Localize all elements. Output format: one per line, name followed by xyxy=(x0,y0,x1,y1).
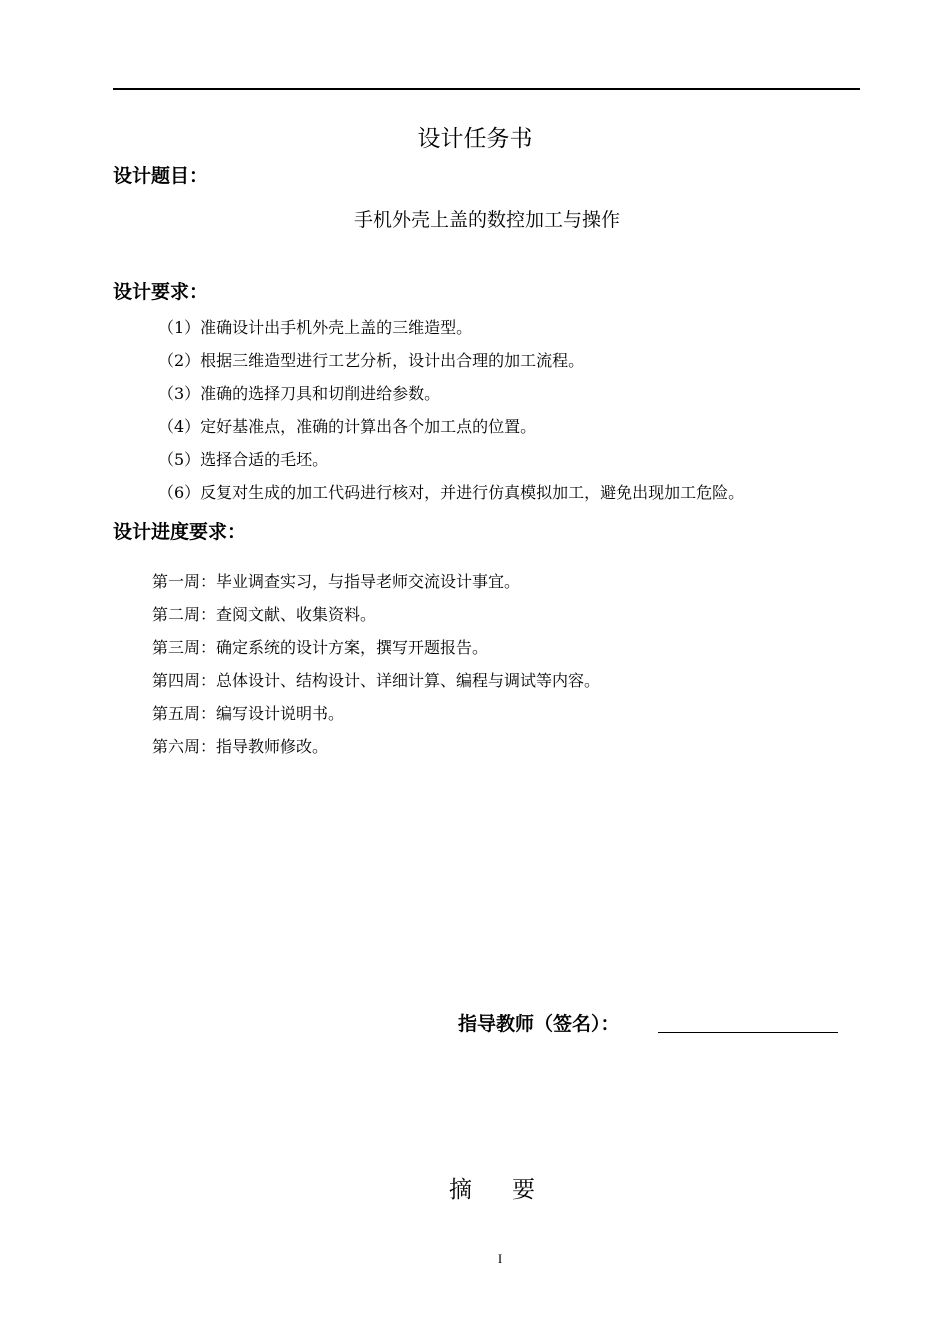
requirements-heading: 设计要求： xyxy=(113,281,209,303)
requirement-item: （6）反复对生成的加工代码进行核对，并进行仿真模拟加工，避免出现加工危险。 xyxy=(158,483,745,502)
requirement-item: （5）选择合适的毛坯。 xyxy=(158,450,329,469)
schedule-item: 第四周：总体设计、结构设计、详细计算、编程与调试等内容。 xyxy=(152,671,601,690)
schedule-item: 第三周：确定系统的设计方案，撰写开题报告。 xyxy=(152,638,489,657)
supervisor-signature-label: 指导教师（签名）： xyxy=(458,1013,620,1035)
schedule-item: 第二周：查阅文献、收集资料。 xyxy=(152,605,377,624)
header-rule xyxy=(113,88,860,90)
topic-heading: 设计题目： xyxy=(113,165,209,187)
design-topic: 手机外壳上盖的数控加工与操作 xyxy=(353,209,620,231)
document-title: 设计任务书 xyxy=(417,126,533,152)
requirement-item: （4）定好基准点，准确的计算出各个加工点的位置。 xyxy=(158,417,537,436)
page-number: I xyxy=(497,1251,503,1266)
signature-line xyxy=(658,1032,838,1033)
schedule-item: 第一周：毕业调查实习，与指导老师交流设计事宜。 xyxy=(152,572,521,591)
schedule-item: 第六周：指导教师修改。 xyxy=(152,737,329,756)
abstract-heading: 摘要 xyxy=(449,1177,575,1203)
requirement-item: （2）根据三维造型进行工艺分析，设计出合理的加工流程。 xyxy=(158,351,585,370)
schedule-heading: 设计进度要求： xyxy=(113,521,247,543)
requirement-item: （1）准确设计出手机外壳上盖的三维造型。 xyxy=(158,318,473,337)
requirements-list xyxy=(158,311,744,509)
requirement-item: （3）准确的选择刀具和切削进给参数。 xyxy=(158,384,441,403)
schedule-list xyxy=(152,565,600,763)
schedule-item: 第五周：编写设计说明书。 xyxy=(152,704,345,723)
